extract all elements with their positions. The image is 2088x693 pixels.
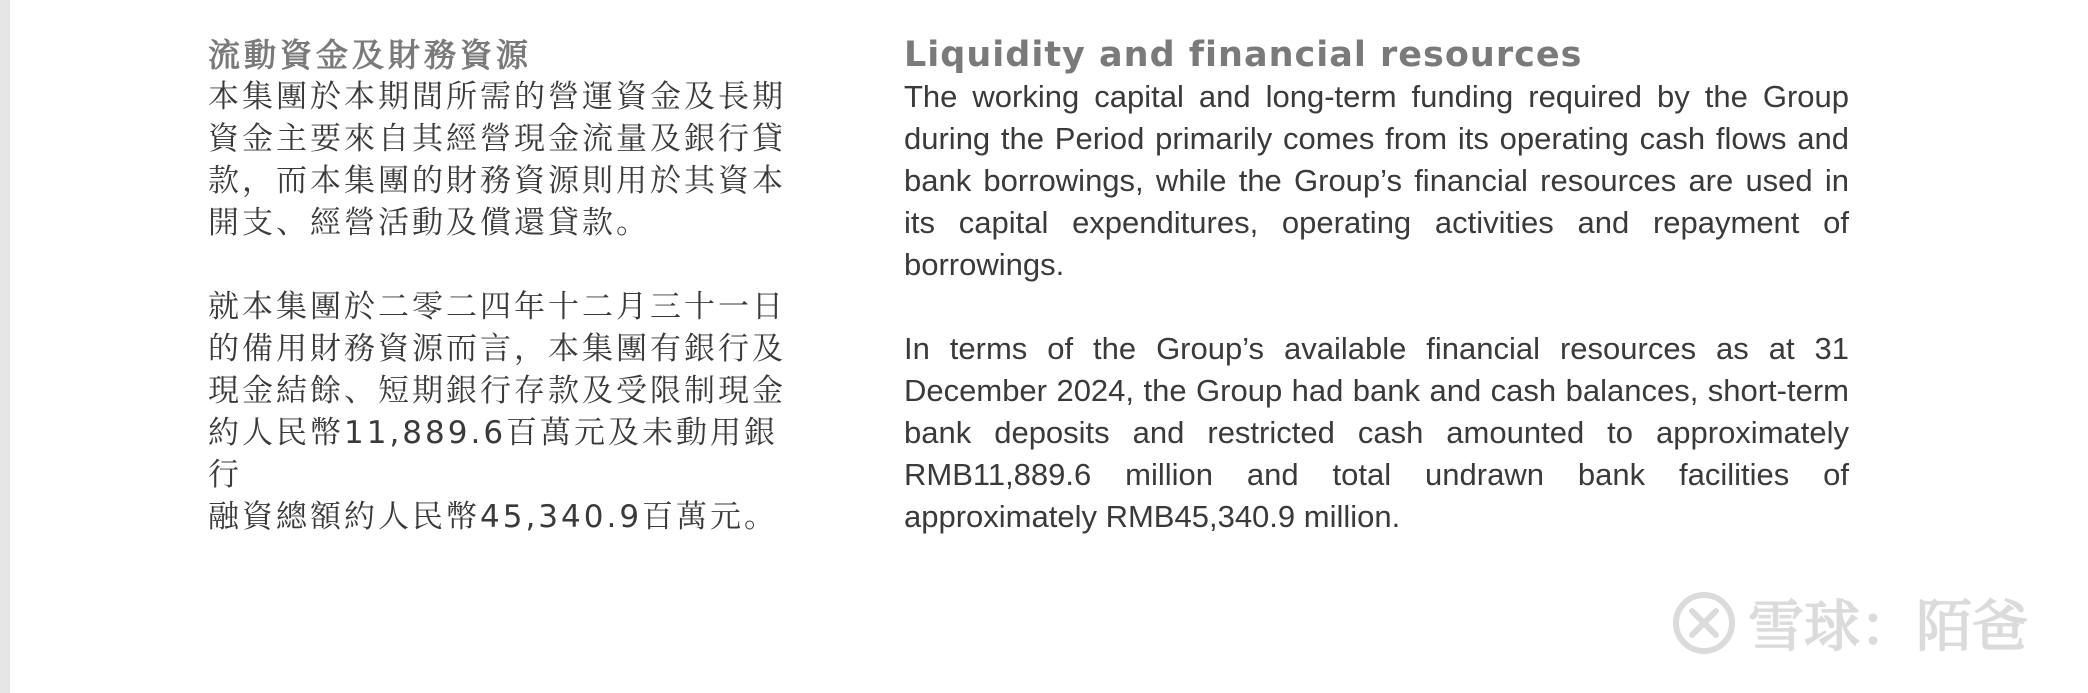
chinese-paragraph-line: 就本集團於二零二四年十二月三十一日 [208, 289, 786, 325]
chinese-column [208, 34, 808, 538]
paragraph-spacer [904, 286, 1849, 328]
chinese-paragraph-line: 的備用財務資源而言，本集團有銀行及 [208, 331, 786, 367]
english-section-heading: Liquidity and financial resources [904, 35, 1583, 75]
chinese-paragraph-line: 本集團於本期間所需的營運資金及長期 [208, 79, 786, 115]
paragraph-spacer [208, 244, 808, 286]
chinese-section-heading: 流動資金及財務資源 [208, 36, 533, 74]
english-paragraph-1: The working capital and long-term funding required by the Group during the Period primarily comes from its operating cash flows and bank borrowings, while the Group’s financial resources are used in its capital expenditures, operating activities and repayment of borrowings. [904, 79, 1849, 282]
chinese-paragraph-2 [208, 286, 808, 538]
chinese-paragraph-1 [208, 76, 808, 244]
chinese-paragraph-line: 現金結餘、短期銀行存款及受限制現金 [208, 373, 786, 409]
english-column [904, 34, 1849, 538]
left-page-edge [0, 0, 10, 693]
chinese-paragraph-line: 融資總額約人民幣45,340.9百萬元。 [208, 499, 779, 535]
chinese-paragraph-line: 開支、經營活動及償還貸款。 [208, 205, 650, 241]
watermark [1672, 583, 2028, 663]
snowball-logo-icon [1672, 591, 1736, 655]
chinese-paragraph-line: 約人民幣11,889.6百萬元及未動用銀行 [208, 415, 779, 493]
watermark-text: 雪球：陌爸 [1748, 595, 2028, 660]
english-paragraph-2: In terms of the Group’s available financial resources as at 31 December 2024, the Group had bank and cash balances, short-term bank deposits and restricted cash amounted to approximately RMB11,889.6 million and total undrawn bank facilities of approximately RMB45,340.9 million. [904, 331, 1849, 534]
chinese-paragraph-line: 資金主要來自其經營現金流量及銀行貸 [208, 121, 786, 157]
chinese-paragraph-line: 款，而本集團的財務資源則用於其資本 [208, 163, 786, 199]
